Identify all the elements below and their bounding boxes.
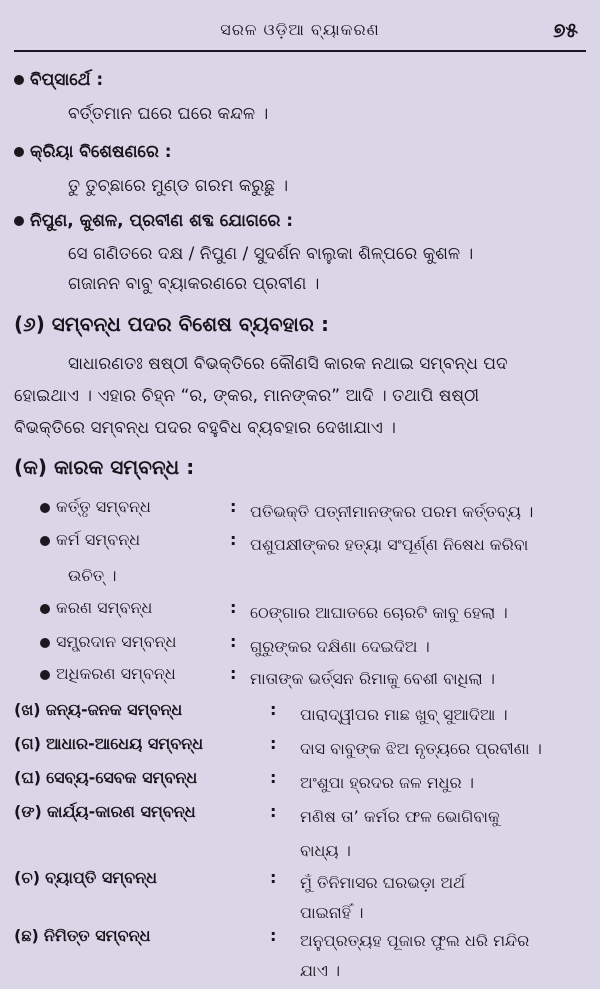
example-line: ଗଜାନନ ବାବୁ ବ୍ୟାକରଣରେ ପ୍ରବୀଣ ।	[68, 274, 320, 294]
running-title: ସରଳ ଓଡ଼ିଆ ବ୍ୟାକରଣ	[220, 20, 380, 39]
relation-example-continued: ପାଇନାହିଁ ।	[300, 903, 364, 922]
relation-item	[0, 700, 600, 728]
relation-term: (ଛ) ନିମିତ୍ତ ସମ୍ବନ୍ଧ	[14, 926, 151, 945]
relation-item	[0, 868, 600, 922]
page-header	[14, 14, 586, 52]
karaka-term: କର୍ମ ସମ୍ବନ୍ଧ	[40, 530, 140, 550]
relation-example-continued: ବାଧ୍ୟ ।	[300, 841, 351, 860]
bullet-icon	[40, 670, 50, 680]
karaka-example-continued: ଉଚିତ୍ ।	[68, 566, 117, 585]
karaka-term: କରଣ ସମ୍ବନ୍ଧ	[40, 598, 152, 618]
karaka-term: ଅଧିକରଣ ସମ୍ବନ୍ଧ	[40, 664, 176, 684]
bullet-icon	[14, 75, 24, 85]
relation-term: (ଘ) ସେବ୍ୟ-ସେବକ ସମ୍ବନ୍ଧ	[14, 768, 198, 787]
example-line: ବର୍ତ୍ତମାନ ଘରେ ଘରେ କନ୍ଦଳ ।	[68, 104, 269, 124]
example-line: ସେ ଗଣିତରେ ଦକ୍ଷ / ନିପୁଣ / ସୁଦର୍ଶନ ବାଲୁକା ଶିଳ୍ପରେ କୁଶଳ ।	[68, 244, 474, 264]
relation-term: (ଙ) କାର୍ଯ୍ୟ-କାରଣ ସମ୍ବନ୍ଧ	[14, 802, 196, 821]
karaka-item	[0, 598, 600, 626]
relation-example-continued: ଯାଏ ।	[300, 961, 341, 980]
example-line: ତୁ ତୁଚ୍ଛାରେ ମୁଣ୍ଡ ଗରମ କରୁଛୁ ।	[68, 176, 289, 196]
section-heading: (୬) ସମ୍ବନ୍ଧ ପଦର ବିଶେଷ ବ୍ୟବହାର :	[14, 312, 329, 336]
karaka-term: କର୍ତ୍ତୃ ସମ୍ବନ୍ଧ	[40, 497, 151, 517]
colon: :	[270, 700, 277, 719]
relation-example: ମଣିଷ ତା’ କର୍ମର ଫଳ ଭୋଗିବାକୁ	[300, 807, 500, 826]
relation-item	[0, 768, 600, 796]
relation-term: (ଚ) ବ୍ୟାପ୍ତି ସମ୍ବନ୍ଧ	[14, 868, 157, 887]
relation-example: ଅନୁପ୍ରତ୍ୟହ ପୂଜାର ଫୁଲ ଧରି ମନ୍ଦିର	[300, 931, 530, 950]
colon: :	[270, 734, 277, 753]
relation-example: ପାରାଦ୍ୱୀପର ମାଛ ଖୁବ୍ ସୁଆଦିଆ ।	[300, 705, 508, 724]
relation-term: (ଖ) ଜନ୍ୟ-ଜନକ ସମ୍ବନ୍ଧ	[14, 700, 183, 719]
bullet-icon	[40, 503, 50, 513]
bullet-heading-3: ନିପୁଣ, କୁଶଳ, ପ୍ରବୀଣ ଶବ୍ଦ ଯୋଗରେ :	[14, 209, 600, 233]
karaka-example: ଗୁରୁଙ୍କର ଦକ୍ଷିଣା ଦେଇଦିଅ ।	[250, 637, 430, 656]
colon: :	[270, 768, 277, 787]
karaka-item	[0, 632, 600, 660]
bullet-icon	[40, 604, 50, 614]
page-number: ୭୫	[553, 18, 578, 42]
bullet-icon	[14, 216, 24, 226]
karaka-example: ପତିଭକ୍ତି ପତ୍ନୀମାନଙ୍କର ପରମ କର୍ତ୍ତବ୍ୟ ।	[250, 502, 534, 521]
section-paragraph-line-2: ହୋଇଥାଏ । ଏହାର ଚିହ୍ନ “ର, ଙ୍କର, ମାନଙ୍କର” ଆଦି । ତଥାପି ଷଷ୍ଠୀ	[14, 386, 480, 406]
karaka-item	[0, 664, 600, 692]
colon: :	[230, 530, 237, 549]
karaka-example: ଠେଙ୍ଗାର ଆଘାତରେ ଚୋରଟି କାବୁ ହେଲା ।	[250, 603, 508, 622]
section-paragraph-line-3: ବିଭକ୍ତିରେ ସମ୍ବନ୍ଧ ପଦର ବହୁବିଧ ବ୍ୟବହାର ଦେଖାଯାଏ ।	[14, 418, 396, 438]
colon: :	[270, 868, 277, 887]
bullet-icon	[40, 536, 50, 546]
relation-item	[0, 926, 600, 980]
karaka-item	[0, 497, 600, 525]
colon: :	[270, 802, 277, 821]
colon: :	[230, 632, 237, 651]
relation-item	[0, 734, 600, 762]
colon: :	[270, 926, 277, 945]
karaka-item	[0, 530, 600, 558]
bullet-heading-2: କ୍ରିୟା ବିଶେଷଣରେ :	[14, 140, 600, 164]
relation-term: (ଗ) ଆଧାର-ଆଧେୟ ସମ୍ବନ୍ଧ	[14, 734, 204, 753]
colon: :	[230, 497, 237, 516]
karaka-example: ମାତାଙ୍କ ଭର୍ତ୍ସନ ରିମାକୁ ବେଶୀ ବାଧିଲା ।	[250, 669, 495, 688]
relation-item	[0, 802, 600, 860]
bullet-icon	[14, 147, 24, 157]
colon: :	[230, 598, 237, 617]
relation-example: ମୁଁ ତିନିମାସର ଘରଭଡ଼ା ଅର୍ଥ	[300, 873, 466, 892]
relation-example: ଅଂଶୁପା ହ୍ରଦର ଜଳ ମଧୁର ।	[300, 773, 474, 792]
colon: :	[230, 664, 237, 683]
karaka-example: ପଶୁପକ୍ଷୀଙ୍କର ହତ୍ୟା ସଂପୂର୍ଣ୍ଣ ନିଷେଧ କରିବା	[250, 535, 529, 554]
bullet-heading-1: ବିପ୍ସାର୍ଥେ :	[14, 68, 600, 92]
bullet-icon	[40, 638, 50, 648]
relation-example: ଦାସ ବାବୁଙ୍କ ଝିଅ ନୃତ୍ୟରେ ପ୍ରବୀଣା ।	[300, 739, 542, 758]
section-paragraph: ସାଧାରଣତଃ ଷଷ୍ଠୀ ବିଭକ୍ତିରେ କୌଣସି କାରକ ନଥାଇ ସମ୍ବନ୍ଧ ପଦ	[68, 354, 508, 374]
karaka-term: ସମ୍ପ୍ରଦାନ ସମ୍ବନ୍ଧ	[40, 632, 176, 652]
sub-heading-karaka: (କ) କାରକ ସମ୍ବନ୍ଧ :	[14, 455, 195, 479]
